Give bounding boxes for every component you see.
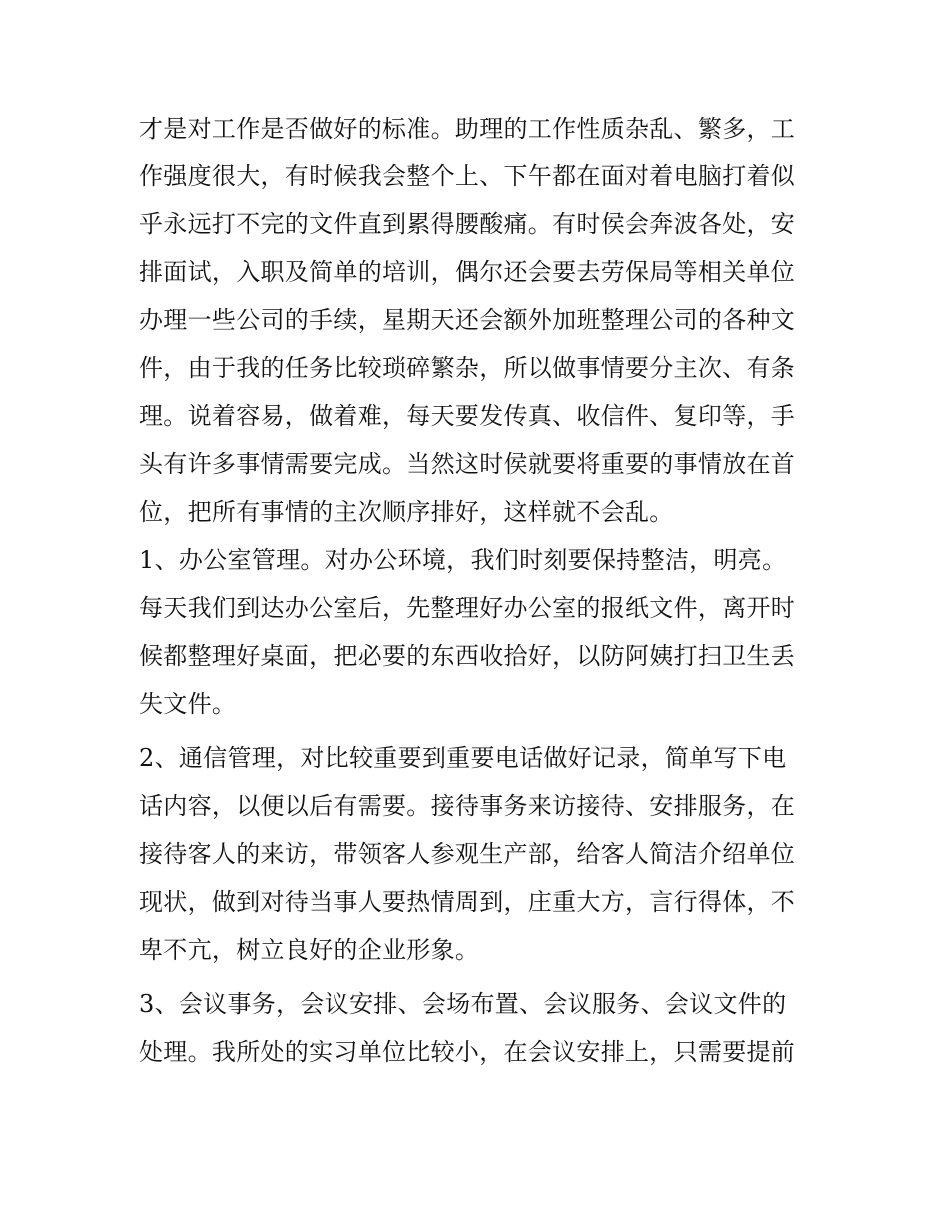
text-line: 位，把所有事情的主次顺序排好，这样就不会乱。	[139, 498, 674, 526]
text-line: 候都整理好桌面，把必要的东西收拾好，以防阿姨打扫卫生丢	[139, 642, 796, 670]
text-line: 处理。我所处的实习单位比较小，在会议安排上，只需要提前	[139, 1038, 796, 1066]
paragraph-3	[139, 734, 811, 974]
text-line: 乎永远打不完的文件直到累得腰酸痛。有时侯会奔波各处，安	[139, 210, 796, 238]
text-line: 3、会议事务，会议安排、会场布置、会议服务、会议文件的	[139, 990, 787, 1018]
text-line: 头有许多事情需要完成。当然这时侯就要将重要的事情放在首	[139, 450, 796, 478]
text-line: 话内容，以便以后有需要。接待事务来访接待、安排服务，在	[139, 792, 796, 820]
text-line: 现状，做到对待当事人要热情周到，庄重大方，言行得体，不	[139, 888, 796, 916]
text-line: 每天我们到达办公室后，先整理好办公室的报纸文件，离开时	[139, 594, 796, 622]
paragraph-2	[139, 536, 811, 728]
text-line: 作强度很大，有时候我会整个上、下午都在面对着电脑打着似	[139, 162, 796, 190]
text-line: 2、通信管理，对比较重要到重要电话做好记录，简单写下电	[139, 744, 787, 772]
text-line: 才是对工作是否做好的标准。助理的工作性质杂乱、繁多，工	[139, 115, 796, 143]
text-line: 排面试，入职及简单的培训，偶尔还会要去劳保局等相关单位	[139, 258, 796, 286]
text-line: 办理一些公司的手续，星期天还会额外加班整理公司的各种文	[139, 306, 796, 334]
text-line: 卑不亢，树立良好的企业形象。	[139, 936, 480, 964]
text-line: 失文件。	[139, 690, 237, 718]
document-body	[139, 107, 811, 1076]
text-line: 1、办公室管理。对办公环境，我们时刻要保持整洁，明亮。	[139, 546, 787, 574]
paragraph-1	[139, 107, 811, 536]
text-line: 接待客人的来访，带领客人参观生产部，给客人简洁介绍单位	[139, 840, 796, 868]
text-line: 件，由于我的任务比较琐碎繁杂，所以做事情要分主次、有条	[139, 354, 796, 382]
paragraph-4	[139, 980, 811, 1076]
text-line: 理。说着容易，做着难，每天要发传真、收信件、复印等，手	[139, 402, 796, 430]
